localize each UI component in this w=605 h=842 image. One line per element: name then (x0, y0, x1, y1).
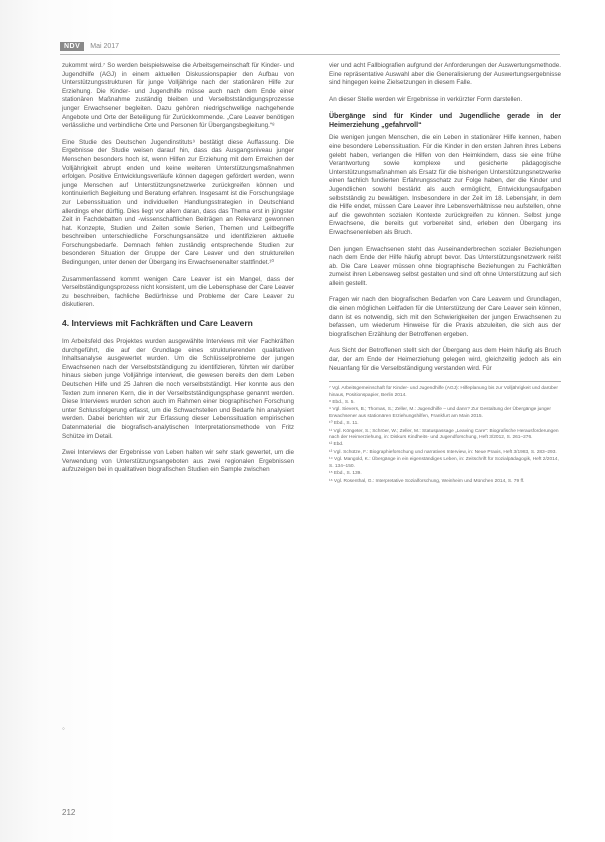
section-heading: 4. Interviews mit Fachkräften und Care Leavern (62, 318, 253, 329)
footnote: ¹⁴ Vgl. Mangold, K.: Übergänge in ein eigenständiges Leben, in: Zeitschrift für Sozialpädagogik, Heft 2/2014, S. 134–150. (329, 457, 559, 469)
paragraph: Aus Sicht der Betroffenen stellt sich der Übergang aus dem Heim häufig als Bruch dar, der am Ende der Heimerziehung gelegen wird, gleichzeitig jedoch als ein Neuanfang für die Verselbständigung verstanden wird. Für (329, 347, 561, 372)
margin-mark: ◦ (62, 724, 65, 733)
paragraph: Im Arbeitsfeld des Projektes wurden ausgewählte Interviews mit vier Fachkräften durchgeführt, die auf der Grundlage eines strukturierenden qualitativen Inhaltsanalyse ausgewertet wurden. Um die Schlüsselprobleme der jungen Erwachsenen nach der Verselbstständigung zu identifizieren, führten wir darüber hinaus sieben junge Volljährige interviewt, die gewesen bereits den dem Leben Deutschen Hilfe und 25 Jahren die noch verselbstständigt. Hier konnte aus den Texten zum inneren Kern, die in der Verselbstständigungsphase genannt werden. Diese Interviews wurden schon auch im Rahmen einer biographischen Forschung unter Schlussfolgerung erfasst, um die Schwachstellen und Bedarfe hin analysiert werden. Dabei berichten wir zur Erfassung dieser Lebenssituation empirischen Datenmaterial die biografisch-analytischen Interpretationsmethode von Fritz Schütze im Detail. (62, 338, 294, 440)
footnote: ⁹ Vgl. Sievers, B.; Thomas, S.; Zeller, M.: Jugendhilfe – und dann? Zur Gestaltung der Übergänge junger Erwachsener aus stationären Erziehungshilfen, Frankfurt am Main 2015. (329, 407, 551, 419)
page-number: 212 (62, 808, 76, 817)
footnote: ¹¹ Vgl. Köngeter, S.; Schröer, W.; Zeller, M.: Statuspassage „Leaving Care“: Biografische Herausforderungen nach der Heimerziehung, in: Diskurs Kindheits- und Jugendforschung, Heft 3/2012, S. 261–276. (329, 428, 559, 441)
header-divider (60, 54, 560, 55)
footnote: ⁷ Vgl. Arbeitsgemeinschaft für Kinder- und Jugendhilfe (AGJ): Hilfeplanung bis zur Volljährigkeit und darüber hinaus, Positionspapier, Berlin 2014. (329, 386, 558, 398)
journal-logo: NDV (60, 42, 84, 51)
paragraph: Zusammenfassend kommt wenigen Care Leaver ist ein Mangel, dass der Verselbständigungsprozess nicht konsistent, um die Lebensphase der Care Leaver zu beschreiben, fachliche Bedürfnisse und Probleme der Care Leaver zu diskutieren. (62, 275, 294, 309)
footnote: ¹⁶ Vgl. Rosenthal, G.: Interpretative Sozialforschung, Weinheim und München 2014, S. 79 ff. (329, 478, 525, 484)
footnote: ¹³ Vgl. Schütze, F.: Biographieforschung und narratives Interview, in: Neue Praxis, Heft 3/1983, S. 283–293. (329, 449, 557, 455)
paragraph: zukommt wird.⁷ So werden beispielsweise die Arbeitsgemeinschaft für Kinder- und Jugendhilfe (AGJ) in einem aktuellen Diskussionspapier den Aufbau von Unterstützungsstrukturen für junge Volljährige nach der stationären Hilfe zur Erziehung. Die Kinder- und Jugendhilfe müsse auch nach dem Ende einer stationären Maßnahme zuständig bleiben und Verselbstständigungsprozesse junger Erwachsener begleiten. Dazu gehören niedrigschwellige nachgehende Angebote und Orte der Beteiligung für Zurückkommende. „Care Leaver benötigen verlässliche und verbindliche Orte und Personen für Übergangsbegleitung.“⁸ (62, 62, 294, 130)
left-column (62, 62, 294, 483)
paragraph: An dieser Stelle werden wir Ergebnisse in verkürzter Form darstellen. (329, 95, 523, 103)
issue-label: Mai 2017 (90, 42, 120, 50)
paragraph: Zwei Interviews der Ergebnisse von Leben halten wir sehr stark gewertet, um die Verwendung von Unterstützungsangeboten aus zwei regionalen Ergebnissen aufzuzeigen bei in qualitativen biografischen Studien ein Sample zwischen (62, 449, 294, 474)
footnote: ¹⁰ Ebd., S. 11. (329, 421, 359, 427)
footnote: ¹² Ebd. (329, 442, 344, 448)
right-column (329, 62, 561, 486)
footnote: ⁸ Ebd., S. 5. (329, 400, 355, 406)
paragraph: Die wenigen jungen Menschen, die ein Leben in stationärer Hilfe kennen, haben eine besondere Lebenssituation. Für die Kinder in den ersten Jahren ihres Lebens gelebt haben, verlangen die Hilfen von den Heimkindern, dass sie eine frühe Verantwortung sowie komplexe und gesicherte pädagogische Unterstützungsmaßnahmen als Ersatz für die bisherigen Unterstützungsnetzwerke einen fachlich fundierten Erfahrungsschatz zur Folge haben, der die Kinder und Jugendlichen sowohl bestärkt als auch ermöglicht, Entwicklungsaufgaben selbstständig zu bewältigen. Insbesondere in der Zeit im 18. Lebensjahr, in dem die Hilfe endet, müssen Care Leaver ihre Lebensverhältnisse neu aufstellen, ohne auf die gewohnten sozialen Kontexte zurückgreifen zu können. Selbst junge Erwachsene, die bereits gut vorbereitet sind, erleben den Übergang ins Erwachsenenleben als Bruch. (329, 134, 561, 236)
footnotes (329, 381, 561, 485)
paragraph: Eine Studie des Deutschen Jugendinstituts⁹ bestätigt diese Auffassung. Die Ergebnisse der Studie weisen darauf hin, dass das Ausgangsniveau junger Menschen besonders hoch ist, wenn Hilfen zur Erziehung mit dem Erreichen der Volljährigkeit abrupt enden und keine weiteren Unterstützungsmaßnahmen erfolgen. Positive Entwicklungsverläufe können dagegen gefördert werden, wenn junge Menschen auf Unterstützungsnetzwerke zurückgreifen können und kontinuierlich Begleitung und Beratung erfahren. Insgesamt ist die Forschungslage zur Lebenssituation und individuellen Handlungsstrategien in Deutschland allerdings eher dürftig. Dies liegt vor allem daran, dass das Thema erst in jüngster Zeit in Fachdebatten und -wissenschaftlichen Beiträgen an Relevanz gewonnen hat. Konzepte, Studien und Zeiten sowie Serien, Themen und Leitbegriffe beschreiben unterschiedliche Forschungsansätze und identifizieren aktuelle Forschungsbedarfe. Demnach fehlen zuständig entsprechende Studien zur besonderen Situation der Gruppe der Care Leaver und den strukturellen Bedingungen, unter denen der Übergang ins Erwachsenenalter stattfindet.¹⁰ (62, 138, 294, 267)
footnote: ¹⁵ Ebd., S. 139. (329, 471, 362, 477)
page-header (60, 40, 119, 52)
paragraph: vier und acht Fallbiografien aufgrund der Anforderungen der Auswertungsmethode. Eine repräsentative Auswahl aber die Generalisierung der Auswertungsergebnisse sind hingegen keine Zielsetzungen in diesem Falle. (329, 62, 561, 87)
paragraph: Fragen wir nach den biografischen Bedarfen von Care Leavern und Grundlagen, die einen möglichen Leitfaden für die Unterstützung der Care Leaver sein können, dann ist es notwendig, sich mit den Schwierigkeiten der jungen Erwachsenen zu befassen, um wiederum Hinweise für die Praxis abzuleiten, die sich aus der biografischen Erzählung der Betroffenen ergeben. (329, 296, 561, 338)
paragraph: Den jungen Erwachsenen steht das Auseinanderbrechen sozialer Beziehungen nach dem Ende der Hilfe häufig abrupt bevor. Das Unterstützungsnetzwerk reißt ab. Die Care Leaver müssen ohne biographische Beziehungen zu Fachkräften zumeist ihren Lebensweg selbst gestalten und sind oft ohne Unterstützung auf sich allein gestellt. (329, 245, 561, 287)
subheading: Übergänge sind für Kinder und Jugendliche gerade in der Heimerziehung „gefahrvoll“ (329, 113, 561, 130)
